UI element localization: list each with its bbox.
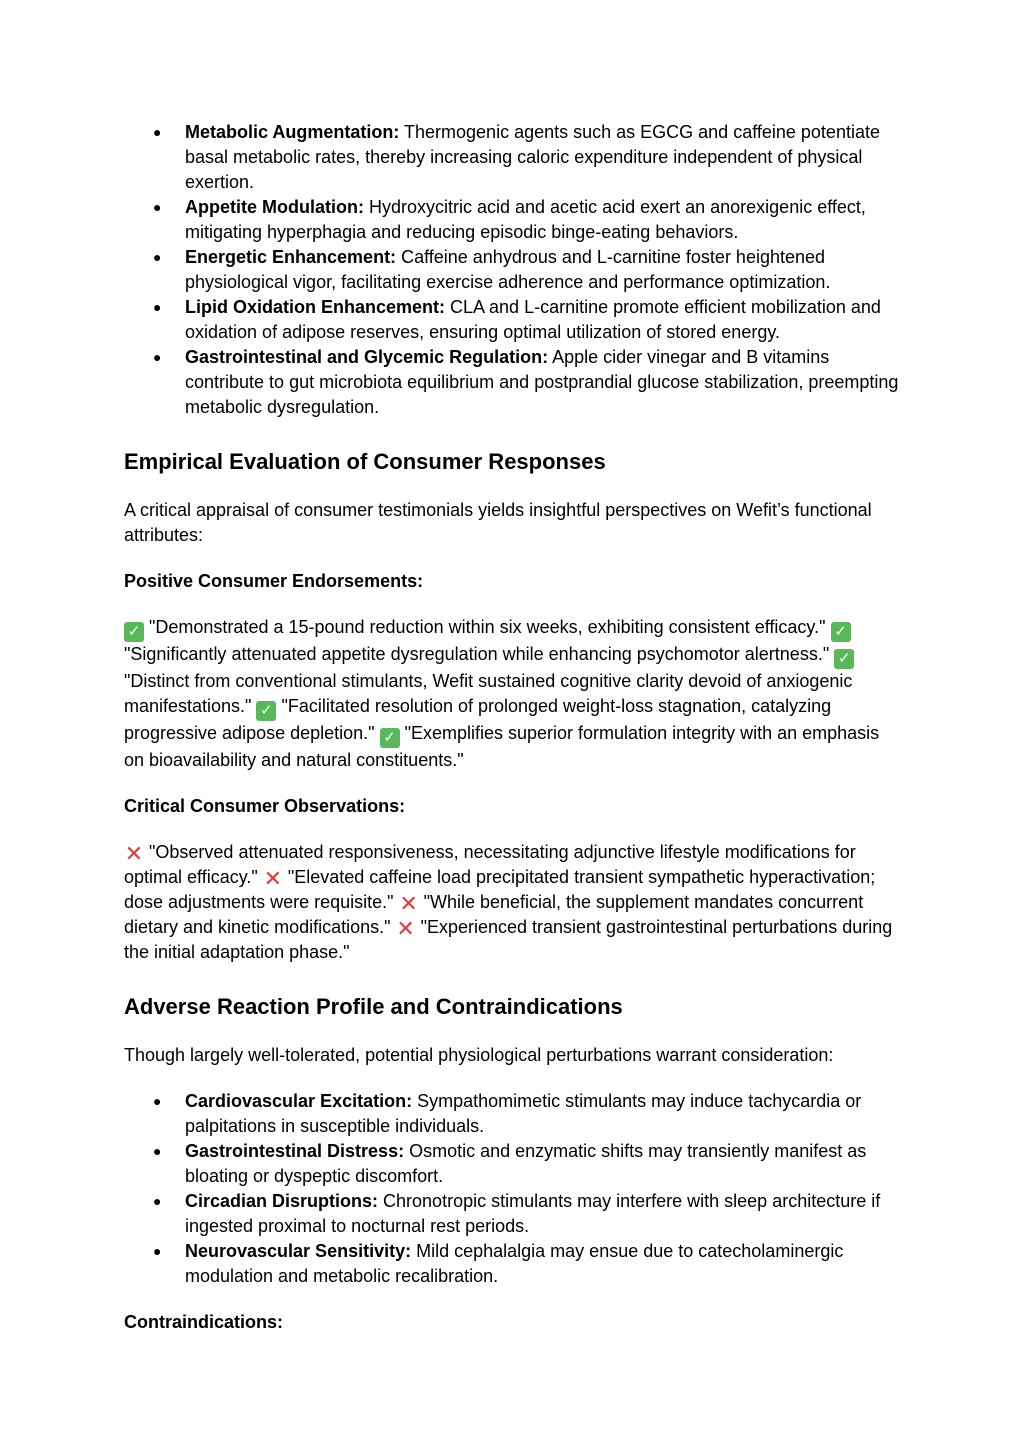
critical-quote: "Experienced transient gastrointestinal perturbations during the initial adaptation phase." bbox=[124, 917, 893, 962]
list-item-term: Cardiovascular Excitation: bbox=[185, 1091, 413, 1111]
positive-quote: "Exemplifies superior formulation integrity with an emphasis on bioavailability and natural constituents." bbox=[124, 723, 880, 770]
critical-quote: "Observed attenuated responsiveness, necessitating adjunctive lifestyle modifications for optimal efficacy." bbox=[124, 842, 856, 887]
bullet-icon: ● bbox=[153, 1143, 162, 1159]
list-item bbox=[124, 1089, 904, 1139]
list-item-text: Thermogenic agents such as EGCG and caffeine potentiate basal metabolic rates, thereby increasing caloric expenditure independent of physical exertion. bbox=[185, 122, 880, 192]
bullet-icon: ● bbox=[153, 1243, 162, 1259]
section-heading-adverse: Adverse Reaction Profile and Contraindications bbox=[124, 994, 623, 1019]
list-item-term: Circadian Disruptions: bbox=[185, 1191, 379, 1211]
adverse-list bbox=[124, 1089, 904, 1289]
positive-quote: "Significantly attenuated appetite dysregulation while enhancing psychomotor alertness." bbox=[124, 644, 830, 664]
list-item bbox=[124, 195, 904, 245]
list-item-text: Caffeine anhydrous and L-carnitine foster heightened physiological vigor, facilitating exercise adherence and performance optimization. bbox=[185, 247, 831, 292]
list-item-term: Lipid Oxidation Enhancement: bbox=[185, 297, 446, 317]
bullet-icon: ● bbox=[153, 1093, 162, 1109]
list-item bbox=[124, 295, 904, 345]
critical-quote: "Elevated caffeine load precipitated transient sympathetic hyperactivation; dose adjustments were requisite." bbox=[124, 867, 876, 912]
reviews-intro: A critical appraisal of consumer testimonials yields insightful perspectives on Wefit’s functional attributes: bbox=[124, 500, 872, 545]
benefits-list bbox=[124, 120, 904, 420]
critical-quotes-paragraph bbox=[124, 840, 904, 965]
list-item-term: Gastrointestinal and Glycemic Regulation: bbox=[185, 347, 549, 367]
bullet-icon: ● bbox=[153, 124, 162, 140]
list-item bbox=[124, 1239, 904, 1289]
contraindications-heading: Contraindications: bbox=[124, 1312, 284, 1332]
list-item-term: Metabolic Augmentation: bbox=[185, 122, 400, 142]
critical-quote: "While beneficial, the supplement mandates concurrent dietary and kinetic modifications." bbox=[124, 892, 864, 937]
bullet-icon: ● bbox=[153, 1193, 162, 1209]
critical-heading: Critical Consumer Observations: bbox=[124, 796, 406, 816]
list-item-term: Neurovascular Sensitivity: bbox=[185, 1241, 412, 1261]
list-item-text: Mild cephalalgia may ensue due to catecholaminergic modulation and metabolic recalibration. bbox=[185, 1241, 844, 1286]
cross-icon: ✕ bbox=[263, 866, 283, 891]
section-heading-reviews: Empirical Evaluation of Consumer Responses bbox=[124, 449, 606, 474]
list-item bbox=[124, 120, 904, 195]
bullet-icon: ● bbox=[153, 249, 162, 265]
list-item bbox=[124, 1189, 904, 1239]
cross-icon: ✕ bbox=[399, 891, 418, 916]
list-item bbox=[124, 245, 904, 295]
check-icon: ✓ bbox=[831, 622, 851, 642]
list-item-term: Gastrointestinal Distress: bbox=[185, 1141, 405, 1161]
check-icon: ✓ bbox=[380, 728, 400, 748]
document-page bbox=[124, 120, 904, 1335]
bullet-icon: ● bbox=[153, 299, 162, 315]
check-icon: ✓ bbox=[834, 649, 854, 669]
adverse-intro: Though largely well-tolerated, potential physiological perturbations warrant consideration: bbox=[124, 1045, 834, 1065]
list-item-text: Hydroxycitric acid and acetic acid exert an anorexigenic effect, mitigating hyperphagia and reducing episodic binge-eating behaviors. bbox=[185, 197, 866, 242]
list-item-term: Appetite Modulation: bbox=[185, 197, 364, 217]
check-icon: ✓ bbox=[124, 622, 144, 642]
list-item bbox=[124, 345, 904, 420]
bullet-icon: ● bbox=[153, 199, 162, 215]
check-icon: ✓ bbox=[256, 701, 276, 721]
positive-quote: "Distinct from conventional stimulants, Wefit sustained cognitive clarity devoid of anxiogenic manifestations." bbox=[124, 671, 853, 716]
positive-heading: Positive Consumer Endorsements: bbox=[124, 571, 424, 591]
list-item-term: Energetic Enhancement: bbox=[185, 247, 397, 267]
cross-icon: ✕ bbox=[124, 841, 144, 866]
positive-quote: "Facilitated resolution of prolonged weight-loss stagnation, catalyzing progressive adipose depletion." bbox=[124, 696, 832, 743]
list-item bbox=[124, 1139, 904, 1189]
list-item-text: Osmotic and enzymatic shifts may transiently manifest as bloating or dyspeptic discomfort. bbox=[185, 1141, 867, 1186]
positive-quote: "Demonstrated a 15-pound reduction within six weeks, exhibiting consistent efficacy." bbox=[149, 617, 826, 637]
list-item-text: Apple cider vinegar and B vitamins contribute to gut microbiota equilibrium and postprandial glucose stabilization, preempting metabolic dysregulation. bbox=[185, 347, 899, 417]
bullet-icon: ● bbox=[153, 349, 162, 365]
positive-quotes-paragraph bbox=[124, 615, 904, 773]
list-item-text: Sympathomimetic stimulants may induce tachycardia or palpitations in susceptible individuals. bbox=[185, 1091, 862, 1136]
list-item-text: Chronotropic stimulants may interfere with sleep architecture if ingested proximal to nocturnal rest periods. bbox=[185, 1191, 881, 1236]
cross-icon: ✕ bbox=[396, 916, 415, 941]
list-item-text: CLA and L-carnitine promote efficient mobilization and oxidation of adipose reserves, ensuring optimal utilization of stored energy. bbox=[185, 297, 881, 342]
